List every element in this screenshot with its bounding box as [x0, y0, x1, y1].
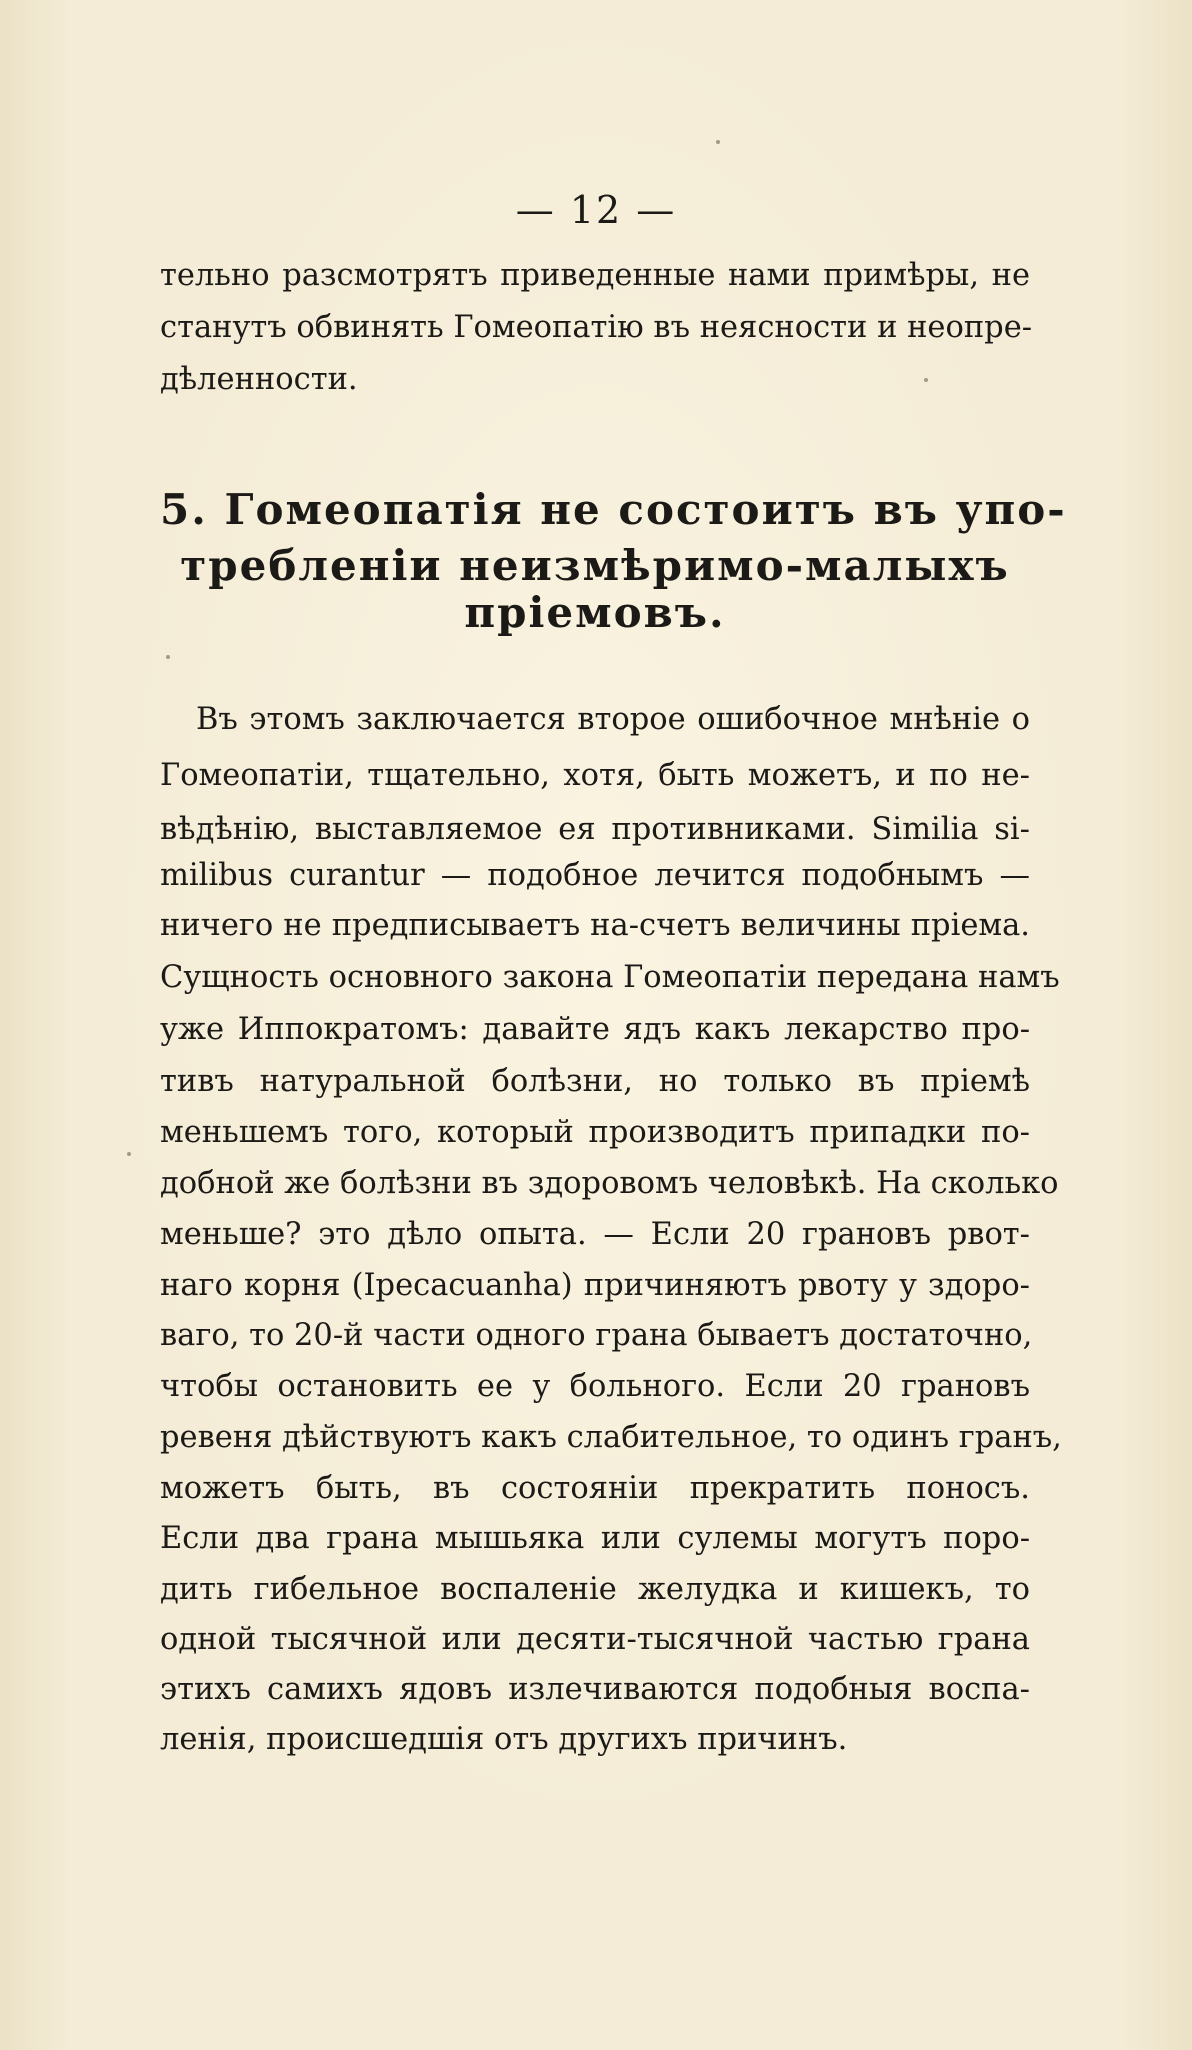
body-line: этихъ самихъ ядовъ излечиваются подобныя воспа- — [160, 1672, 1030, 1707]
paper-speck — [716, 140, 720, 144]
body-line: чтобы остановить ее у больного. Если 20 грановъ — [160, 1369, 1030, 1404]
section-title-line: пріемовъ. — [464, 588, 726, 637]
intro-line: станутъ обвинять Гомеопатію въ неясности и неопре- — [160, 310, 1033, 345]
body-line: Въ этомъ заключается второе ошибочное мнѣніе о — [196, 702, 1030, 737]
intro-line: тельно разсмотрятъ приведенные нами примѣры, не — [160, 258, 1030, 293]
body-line: меньше? это дѣло опыта. — Если 20 грановъ рвот- — [160, 1217, 1030, 1252]
body-line: Сущность основного закона Гомеопатіи передана намъ — [160, 960, 1060, 995]
page-number: — 12 — — [515, 188, 677, 232]
body-line: одной тысячной или десяти-тысячной частью грана — [160, 1622, 1030, 1657]
body-line: можетъ быть, въ состояніи прекратить поносъ. — [160, 1471, 1030, 1506]
section-title-line: требленіи неизмѣримо-малыхъ — [180, 541, 1010, 590]
body-line: вѣдѣнію, выставляемое ея противниками. Similia si- — [160, 812, 1030, 847]
body-line: наго корня (Ipecacuanha) причиняютъ рвоту у здоро- — [160, 1268, 1030, 1303]
body-line: уже Иппократомъ: давайте ядъ какъ лекарство про- — [160, 1012, 1030, 1047]
body-line: milibus curantur — подобное лечится подобнымъ — — [160, 858, 1030, 893]
body-line: Гомеопатіи, тщательно, хотя, быть можетъ, и по не- — [160, 758, 1030, 793]
body-line: ничего не предписываетъ на-счетъ величины пріема. — [160, 908, 1030, 943]
body-line: Если два грана мышьяка или сулемы могутъ поро- — [160, 1521, 1030, 1556]
body-line: ревеня дѣйствуютъ какъ слабительное, то одинъ гранъ, — [160, 1420, 1062, 1455]
body-line: ваго, то 20-й части одного грана бываетъ достаточно, — [160, 1318, 1033, 1353]
body-line: добной же болѣзни въ здоровомъ человѣкѣ. На сколько — [160, 1166, 1059, 1201]
paper-speck — [924, 378, 928, 382]
paper-speck — [127, 1152, 131, 1156]
paper-speck — [166, 655, 170, 659]
body-line: ленія, происшедшія отъ другихъ причинъ. — [160, 1722, 848, 1757]
body-line: дить гибельное воспаленіе желудка и кишекъ, то — [160, 1572, 1030, 1607]
body-line: меньшемъ того, который производитъ припадки по- — [160, 1115, 1030, 1150]
section-title-line: 5. Гомеопатія не состоитъ въ упо- — [160, 485, 1067, 534]
intro-line: дѣленности. — [160, 362, 358, 397]
body-line: тивъ натуральной болѣзни, но только въ пріемѣ — [160, 1064, 1030, 1099]
